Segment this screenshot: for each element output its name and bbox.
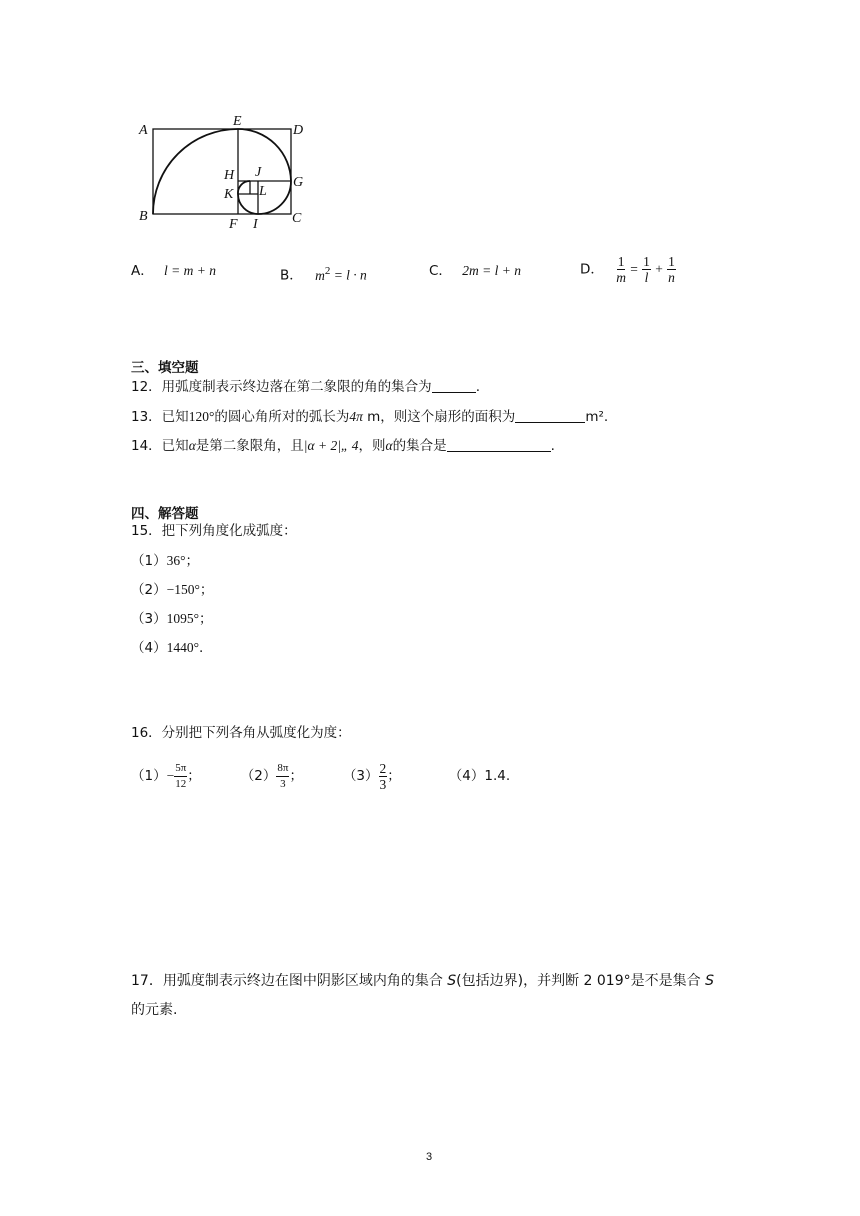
q17-set-s-2: S (705, 973, 714, 989)
question-17-line-2: 的元素. (131, 1002, 178, 1018)
q16-item-3-num-part: 2 (379, 760, 387, 776)
option-c-math: 2m = l + n (462, 263, 521, 278)
label-C: C (292, 211, 302, 226)
frac-1-m (616, 254, 626, 285)
q15-item-1 (131, 552, 199, 570)
q16-item-2-den: 3 (280, 777, 286, 790)
option-d-eq: = (630, 261, 638, 277)
question-13 (131, 408, 608, 426)
option-c (429, 262, 521, 280)
q16-items (131, 756, 510, 796)
q15-item-1-num: （1） (131, 553, 167, 569)
q15-item-3 (131, 610, 213, 628)
frac-1-n-num: 1 (668, 254, 675, 269)
q17-set-s-1: S (447, 973, 457, 989)
q15-item-3-num: （3） (131, 611, 167, 627)
q15-item-3-punct: ； (199, 611, 213, 627)
label-L: L (259, 184, 267, 199)
option-a-letter: A． (131, 263, 154, 279)
q15-item-4-punct: . (199, 640, 204, 656)
frac-1-l-den: l (644, 270, 649, 285)
q12-text: 12．用弧度制表示终边落在第二象限的角的集合为 (131, 379, 432, 395)
option-d (580, 254, 676, 285)
q14-post: 的集合是 (392, 438, 447, 454)
label-E: E (233, 114, 242, 129)
q16-item-2-punct: ； (289, 768, 303, 784)
q15-item-2 (131, 581, 213, 599)
q16-item-3-punct: ； (387, 768, 401, 784)
q16-item-4-val: 1.4. (484, 768, 511, 784)
q15-item-3-val: 1095° (166, 611, 199, 626)
q14-pre: 14．已知 (131, 438, 189, 454)
label-B: B (139, 209, 148, 224)
label-G: G (293, 175, 304, 190)
label-I: I (253, 217, 258, 232)
q16-item-2-num: （2） (240, 768, 277, 784)
section3-title: 三、填空题 (131, 360, 199, 376)
option-c-letter: C． (429, 263, 452, 279)
label-H: H (224, 168, 235, 183)
question-14 (131, 437, 555, 455)
q15-item-1-val: 36° (166, 553, 186, 568)
frac-1-m-num: 1 (617, 254, 625, 269)
spiral-curve (153, 129, 291, 214)
label-A: A (139, 123, 148, 138)
option-b-rest: = l · n (330, 267, 367, 283)
q13-unit: m，则这个扇形的面积为 (367, 409, 516, 425)
q12-blank (432, 378, 476, 393)
q14-end: . (550, 438, 555, 454)
question-17-line-1 (131, 972, 714, 990)
q15-item-4 (131, 639, 203, 657)
q16-item-4-num: （4） (448, 768, 485, 784)
section4-title: 四、解答题 (131, 506, 199, 522)
option-b-letter: B． (280, 267, 303, 284)
option-d-letter: D． (580, 261, 604, 278)
option-b (280, 262, 367, 285)
q17-text-a: 17．用弧度制表示终边在图中阴影区域内角的集合 (131, 973, 448, 989)
label-K: K (224, 187, 234, 202)
q16-item-1-num: （1） (131, 768, 167, 784)
label-F: F (229, 217, 238, 232)
q13-pre: 13．已知 (131, 409, 189, 425)
q15-item-2-val: −150° (166, 582, 200, 597)
q12-end: . (475, 379, 480, 395)
option-a-math: l = m + n (164, 263, 217, 278)
spiral-rectangle-figure (128, 112, 318, 232)
q14-alpha2: α (385, 438, 393, 453)
q13-deg: 120° (188, 409, 215, 424)
q16-item-1-num-part: 5π (174, 761, 187, 777)
q15-item-2-num: （2） (131, 582, 167, 598)
q15-item-4-val: 1440° (166, 640, 199, 655)
q16-item-3-num: （3） (342, 768, 379, 784)
question-12 (131, 378, 480, 396)
q14-mid2: ，则 (358, 438, 386, 454)
q14-cond: |α + 2|„ 4 (303, 438, 359, 453)
q14-blank (447, 437, 551, 452)
q15-item-2-punct: ； (199, 582, 214, 598)
frac-1-m-den: m (616, 270, 626, 285)
q16-item-1-frac (174, 761, 187, 792)
q14-alpha: α (188, 438, 196, 453)
option-b-m: m (315, 267, 325, 283)
q17-text-b: (包括边界)，并判断 2 019°是不是集合 (456, 973, 706, 989)
q16-item-2-frac (276, 761, 289, 792)
q16-item-3-den: 3 (379, 776, 387, 792)
page-number: 3 (426, 1151, 433, 1163)
frac-1-n-den: n (668, 270, 675, 285)
q13-mid: 的圆心角所对的弧长为 (214, 409, 350, 425)
q13-end: m². (585, 409, 609, 425)
outer-rectangle (153, 129, 291, 214)
option-b-sup: 2 (324, 265, 331, 277)
frac-1-l (642, 254, 651, 285)
q13-arc: 4π (349, 409, 363, 424)
q15-item-1-punct: ； (185, 553, 199, 569)
frac-1-n (667, 254, 676, 285)
option-d-plus: + (655, 261, 663, 277)
q16-item-2-num-part: 8π (276, 761, 289, 777)
q13-blank (515, 408, 585, 423)
label-J: J (255, 165, 262, 180)
option-a (131, 262, 216, 280)
question-15: 15．把下列角度化成弧度： (131, 523, 297, 539)
question-16: 16．分别把下列各角从弧度化为度： (131, 725, 351, 741)
q15-item-4-num: （4） (131, 640, 167, 656)
q16-item-3-frac (379, 761, 388, 792)
q16-item-1-punct: ； (187, 768, 201, 784)
q16-item-1-den: 12 (175, 777, 187, 790)
label-D: D (293, 123, 304, 138)
frac-1-l-num: 1 (643, 254, 650, 269)
q14-mid: 是第二象限角，且 (195, 438, 304, 454)
q16-item-1-sign: − (166, 768, 175, 783)
